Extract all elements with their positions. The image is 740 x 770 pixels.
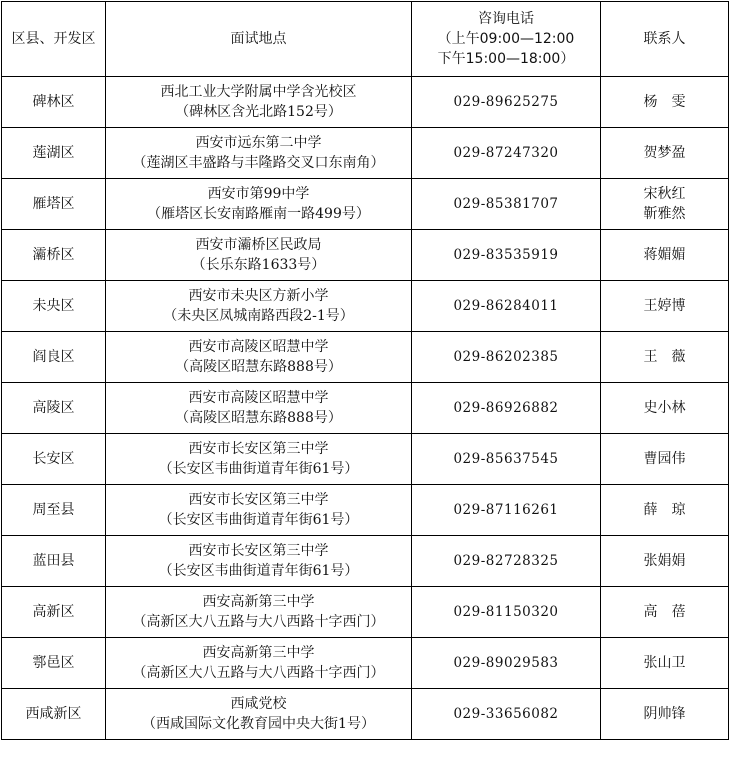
table-row [2,587,729,638]
district-cell: 未央区 [2,281,106,332]
table-body [2,77,729,740]
venue-cell [106,536,412,587]
venue-address: （长安区韦曲街道青年街61号） [158,461,359,477]
venue-name: 西安高新第三中学 [202,645,315,661]
phone-cell: 029-86926882 [412,383,601,434]
venue-cell [106,230,412,281]
phone-cell: 029-85637545 [412,434,601,485]
phone-cell: 029-87116261 [412,485,601,536]
table-row [2,536,729,587]
district-cell: 鄠邑区 [2,638,106,689]
contact-name: 史小林 [643,400,686,416]
contact-cell [601,128,729,179]
header-phone [412,2,601,77]
header-phone-title: 咨询电话 [478,11,534,27]
header-phone-am: （上午09:00—12:00 [437,31,575,47]
venue-address: （长安区韦曲街道青年街61号） [158,512,359,528]
phone-cell: 029-89029583 [412,638,601,689]
venue-address: （长乐东路1633号） [191,257,326,273]
contact-name: 王婷博 [643,298,686,314]
venue-cell [106,281,412,332]
venue-address: （西咸国际文化教育园中央大街1号） [142,716,375,732]
venue-cell [106,383,412,434]
district-cell: 莲湖区 [2,128,106,179]
district-cell: 蓝田县 [2,536,106,587]
header-district: 区县、开发区 [2,2,106,77]
venue-cell [106,179,412,230]
table-row [2,638,729,689]
district-cell: 长安区 [2,434,106,485]
table-row [2,230,729,281]
venue-name: 西安市灞桥区民政局 [195,237,322,253]
contact-name: 张娟娟 [643,553,686,569]
venue-name: 西安市未央区方新小学 [188,288,329,304]
phone-cell: 029-87247320 [412,128,601,179]
venue-name: 西咸党校 [230,696,287,712]
contact-cell [601,332,729,383]
interview-venue-table [1,1,729,740]
contact-name: 高 蓓 [643,604,686,620]
venue-address: （雁塔区长安南路雁南一路499号） [147,206,370,222]
phone-cell: 029-33656082 [412,689,601,740]
phone-cell: 029-83535919 [412,230,601,281]
contact-cell [601,536,729,587]
contact-cell [601,281,729,332]
district-cell: 碑林区 [2,77,106,128]
table-row [2,383,729,434]
district-cell: 灞桥区 [2,230,106,281]
contact-cell [601,383,729,434]
district-cell: 西咸新区 [2,689,106,740]
phone-cell: 029-86202385 [412,332,601,383]
phone-cell: 029-82728325 [412,536,601,587]
contact-name: 靳雅然 [643,206,686,222]
phone-cell: 029-86284011 [412,281,601,332]
phone-cell: 029-85381707 [412,179,601,230]
district-cell: 周至县 [2,485,106,536]
venue-cell [106,434,412,485]
venue-name: 西安高新第三中学 [202,594,315,610]
contact-name: 蒋媚媚 [643,247,686,263]
venue-address: （长安区韦曲街道青年街61号） [158,563,359,579]
venue-name: 西安市第99中学 [207,186,310,202]
contact-cell [601,230,729,281]
contact-cell [601,77,729,128]
contact-name: 宋秋红 [643,186,686,202]
venue-cell [106,77,412,128]
venue-address: （高新区大八五路与大八西路十字西门） [132,614,385,630]
district-cell: 雁塔区 [2,179,106,230]
venue-address: （碑林区含光北路152号） [175,104,342,120]
phone-cell: 029-81150320 [412,587,601,638]
venue-address: （高陵区昭慧东路888号） [175,410,342,426]
venue-name: 西安市长安区第三中学 [188,492,329,508]
table-row [2,281,729,332]
contact-name: 贺梦盈 [643,145,686,161]
venue-cell [106,128,412,179]
contact-cell [601,179,729,230]
table-row [2,179,729,230]
table-row [2,77,729,128]
contact-cell [601,689,729,740]
table-row [2,128,729,179]
venue-name: 西安市高陵区昭慧中学 [188,339,329,355]
venue-name: 西安市远东第二中学 [195,135,322,151]
district-cell: 高陵区 [2,383,106,434]
contact-cell [601,638,729,689]
contact-name: 杨 雯 [643,94,686,110]
venue-name: 西安市高陵区昭慧中学 [188,390,329,406]
contact-cell [601,587,729,638]
header-contact: 联系人 [601,2,729,77]
venue-address: （未央区凤城南路西段2-1号） [163,308,354,324]
venue-address: （高新区大八五路与大八西路十字西门） [132,665,385,681]
header-phone-pm: 下午15:00—18:00） [437,51,575,67]
venue-cell [106,638,412,689]
contact-name: 薛 琼 [643,502,686,518]
table-row [2,485,729,536]
venue-cell [106,587,412,638]
contact-name: 曹园伟 [643,451,686,467]
contact-name: 张山卫 [643,655,686,671]
district-cell: 阎良区 [2,332,106,383]
venue-address: （高陵区昭慧东路888号） [175,359,342,375]
venue-cell [106,689,412,740]
contact-cell [601,434,729,485]
table-row [2,434,729,485]
contact-name: 王 薇 [643,349,686,365]
venue-address: （莲湖区丰盛路与丰隆路交叉口东南角） [132,155,385,171]
contact-name: 阴帅锋 [643,706,686,722]
contact-cell [601,485,729,536]
table-header [2,2,729,77]
venue-name: 西北工业大学附属中学含光校区 [160,84,357,100]
header-venue: 面试地点 [106,2,412,77]
venue-cell [106,332,412,383]
phone-cell: 029-89625275 [412,77,601,128]
table-row [2,689,729,740]
table-row [2,332,729,383]
venue-name: 西安市长安区第三中学 [188,543,329,559]
header-row [2,2,729,77]
venue-name: 西安市长安区第三中学 [188,441,329,457]
district-cell: 高新区 [2,587,106,638]
venue-cell [106,485,412,536]
